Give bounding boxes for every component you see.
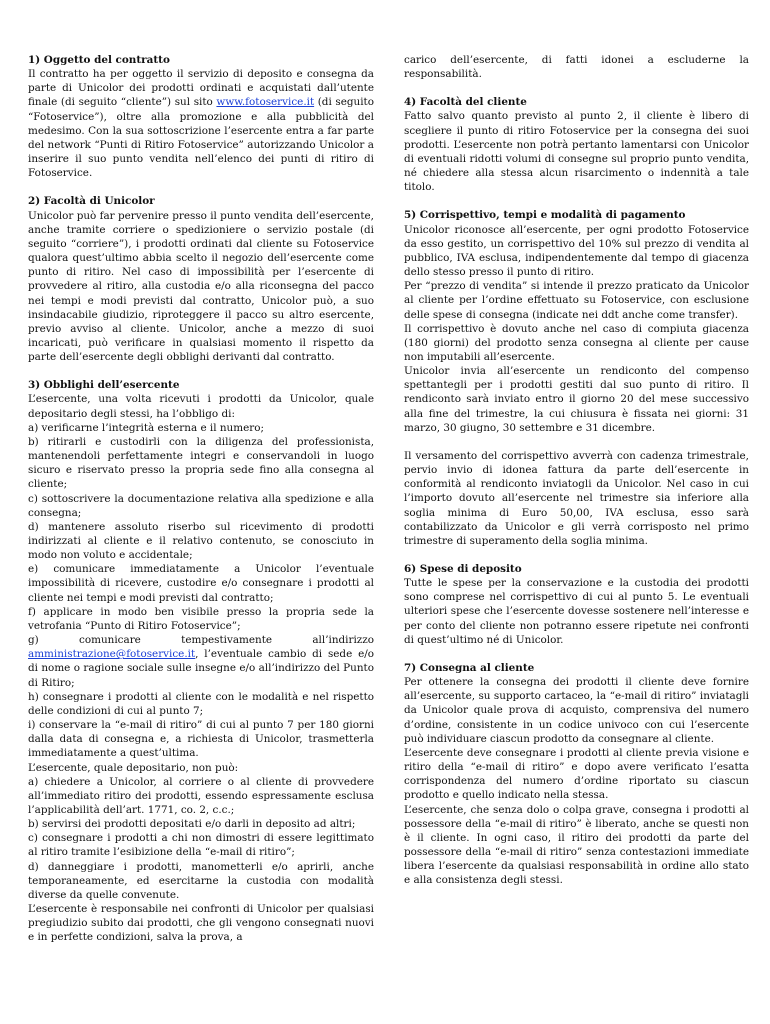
section-4-facolta-cliente: [404, 95, 749, 194]
list-item: f) applicare in modo ben visibile presso la propria sede la vetrofania “Punto di Ritiro Fotoservice”;: [28, 605, 374, 632]
text-span: Il contratto ha per oggetto il servizio di deposito e consegna da parte di Unicolor dei prodotti ordinati e acquistati dall’utente finale (di seguito “cliente”) sul sito: [28, 68, 374, 109]
section-paragraph: L’esercente, una volta ricevuti i prodotti da Unicolor, quale depositario degli stessi, ha l’obbligo di:: [28, 393, 374, 420]
list-item: c) sottoscrivere la documentazione relativa alla spedizione e alla consegna;: [28, 492, 374, 519]
section-title: 7) Consegna al cliente: [404, 661, 535, 674]
section-paragraph: Unicolor invia all’esercente un rendiconto del compenso spettantegli per i prodotti gestiti dal suo punto di ritiro. Il rendiconto sarà inviato entro il giorno 20 del mese successivo alla fine del trimestre, la cui chiusura è fissata nei giorni: 31 marzo, 30 giugno, 30 settembre e 31 dicembre.: [404, 365, 749, 434]
left-column: [28, 53, 374, 959]
section-title: 2) Facoltà di Unicolor: [28, 195, 155, 208]
section-paragraph: Per “prezzo di vendita” si intende il prezzo praticato da Unicolor al cliente per l’ordine effettuato su Fotoservice, con esclusione delle spese di consegna (indicate nei ddt anche come transfer).: [404, 280, 749, 321]
list-item: d) danneggiare i prodotti, manometterli e/o aprirli, anche temporaneamente, ed esercitarne la custodia con modalità diverse da quelle convenute.: [28, 860, 374, 901]
section-paragraph: L’esercente è responsabile nei confronti di Unicolor per qualsiasi pregiudizio subito dai prodotti, che gli vengono consegnati nuovi e in perfette condizioni, salva la prova, a: [28, 903, 374, 944]
fotoservice-link[interactable]: www.fotoservice.it: [216, 96, 315, 109]
section-paragraph: carico dell’esercente, di fatti idonei a escluderne la responsabilità.: [404, 54, 749, 81]
text-span: (di seguito “Fotoservice”), oltre alla promozione e alla pubblicità del medesimo. Con la sua sottoscrizione l’esercente entra a far parte del network “Punti di Ritiro Fotoservice” autorizzando Unicolor a inserire il suo punto vendita nell’elenco dei punti di ritiro di Fotoservice.: [28, 96, 374, 180]
section-title: 1) Oggetto del contratto: [28, 54, 170, 66]
section-title: 6) Spese di deposito: [404, 563, 522, 575]
section-3-continuation: [404, 53, 749, 81]
section-7-consegna-cliente: [404, 661, 749, 888]
section-paragraph: [28, 67, 374, 180]
list-item: d) mantenere assoluto riserbo sul ricevimento di prodotti indirizzati al cliente e il relativo contenuto, se conosciuto in modo non voluto e accidentale;: [28, 520, 374, 562]
section-2-facolta-unicolor: [28, 194, 374, 364]
list-item: [28, 633, 374, 690]
list-item: b) servirsi dei prodotti depositati e/o darli in deposito ad altri;: [28, 818, 356, 831]
section-paragraph: Unicolor riconosce all’esercente, per ogni prodotto Fotoservice da esso gestito, un corrispettivo del 10% sul prezzo di vendita al pubblico, IVA esclusa, indipendentemente dal tempo di giacenza dello stesso presso il punto di ritiro.: [404, 223, 749, 279]
text-span: , l’eventuale cambio di sede e/o di nome o ragione sociale sulle insegne e/o all’indirizzo del Punto di Ritiro;: [28, 648, 374, 689]
list-item: b) ritirarli e custodirli con la diligenza del professionista, mantenendoli perfettamente integri e conservandoli in luogo sicuro e riservato presso la propria sede fino alla consegna al cliente;: [28, 435, 374, 491]
section-paragraph: L’esercente deve consegnare i prodotti al cliente previa visione e ritiro della “e-mail di ritiro” e dopo avere verificato l’esatta corrispondenza del numero d’ordine riportato su ciascun prodotto e quello indicato nella stessa.: [404, 746, 749, 802]
section-paragraph: Unicolor può far pervenire presso il punto vendita dell’esercente, anche tramite corriere o spedizioniere o servizio postale (di seguito “corriere”), i prodotti ordinati dal cliente su Fotoservice qualora quest’ultimo abbia scelto il negozio dell’esercente come punto di ritiro. Nel caso di impossibilità per l’esercente di provvedere al ritiro, alla custodia e/o alla riconsegna del pacco nei tempi e modi previsti dal contratto, Unicolor può, a suo insindacabile giudizio, riproteggere il pacco su altro esercente, previo avviso al cliente. Unicolor, anche a mezzo di suoi incaricati, può verificare in qualsiasi momento il rispetto da parte dell’esercente degli obblighi derivanti dal contratto.: [28, 209, 374, 364]
list-item: a) chiedere a Unicolor, al corriere o al cliente di provvedere all’immediato ritiro dei prodotti, essendo espressamente esclusa l’applicabilità dell’art. 1771, co. 2, c.c.;: [28, 775, 374, 816]
list-item: e) comunicare immediatamente a Unicolor l’eventuale impossibilità di ricevere, custodire e/o consegnare i prodotti al cliente nei tempi e modi previsti dal contratto;: [28, 563, 374, 604]
section-1-oggetto: [28, 53, 374, 180]
section-title: 4) Facoltà del cliente: [404, 96, 527, 109]
list-item: a) verificarne l’integrità esterna e il numero;: [28, 421, 264, 434]
section-paragraph: Fatto salvo quanto previsto al punto 2, il cliente è libero di scegliere il punto di ritiro Fotoservice per la consegna dei suoi prodotti. L’esercente non potrà pertanto lamentarsi con Unicolor di eventuali ridotti volumi di consegne sul proprio punto vendita, né chiedere alla stessa alcun risarcimento o indennità a tale titolo.: [404, 110, 749, 194]
section-paragraph: Il versamento del corrispettivo avverrà con cadenza trimestrale, pervio invio di idonea fattura da parte dell’esercente in conformità al rendiconto inviatogli da Unicolor. Nel caso in cui l’importo dovuto all’esercente nel trimestre sia inferiore alla soglia minima di Euro 50,00, IVA esclusa, esso sarà contabilizzato da Unicolor e gli verrà corrisposto nel primo trimestre di superamento della soglia minima.: [404, 449, 749, 547]
section-5-corrispettivo: [404, 208, 749, 548]
section-paragraph: Tutte le spese per la conservazione e la custodia dei prodotti sono comprese nel corrispettivo di cui al punto 5. Le eventuali ulteriori spese che l’esercente dovesse sostenere nell’interesse e per conto del cliente non potranno essere ripetute nei confronti di quest’ultimo né di Unicolor.: [404, 577, 749, 646]
section-paragraph: Il corrispettivo è dovuto anche nel caso di compiuta giacenza (180 giorni) del prodotto senza consegna al cliente per cause non imputabili all’esercente.: [404, 322, 749, 363]
email-link[interactable]: amministrazione@fotoservice.it: [28, 648, 196, 661]
section-paragraph: L’esercente, che senza dolo o colpa grave, consegna i prodotti al possessore della “e-mail di ritiro” è liberato, anche se questi non è il cliente. In ogni caso, il ritiro dei prodotti da parte del possessore della “e-mail di ritiro” senza contestazioni immediate libera l’esercente da qualsiasi responsabilità in ordine allo stato e alla consistenza degli stessi.: [404, 803, 749, 887]
list-item: h) consegnare i prodotti al cliente con le modalità e nel rispetto delle condizioni di cui al punto 7;: [28, 690, 374, 717]
section-title: 3) Obblighi dell’esercente: [28, 379, 180, 392]
section-paragraph: L’esercente, quale depositario, non può:: [28, 761, 239, 774]
right-column: [404, 53, 749, 901]
list-item: i) conservare la “e-mail di ritiro” di cui al punto 7 per 180 giorni dalla data di consegna e, a richiesta di Unicolor, trasmetterla immediatamente a quest’ultima.: [28, 719, 374, 760]
section-title: 5) Corrispettivo, tempi e modalità di pagamento: [404, 209, 686, 222]
section-3-obblighi-esercente: [28, 378, 374, 944]
list-item: c) consegnare i prodotti a chi non dimostri di essere legittimato al ritiro tramite l’esibizione della “e-mail di ritiro”;: [28, 832, 374, 859]
text-span: g) comunicare tempestivamente all’indirizzo: [28, 634, 374, 647]
section-paragraph: Per ottenere la consegna dei prodotti il cliente deve fornire all’esercente, su supporto cartaceo, la “e-mail di ritiro” inviatagli da Unicolor quale prova di acquisto, comprensiva del numero d’ordine, consistente in un codice univoco con cui l’esercente può individuare ciascun prodotto da consegnare al cliente.: [404, 676, 749, 745]
section-6-spese-deposito: [404, 562, 749, 647]
